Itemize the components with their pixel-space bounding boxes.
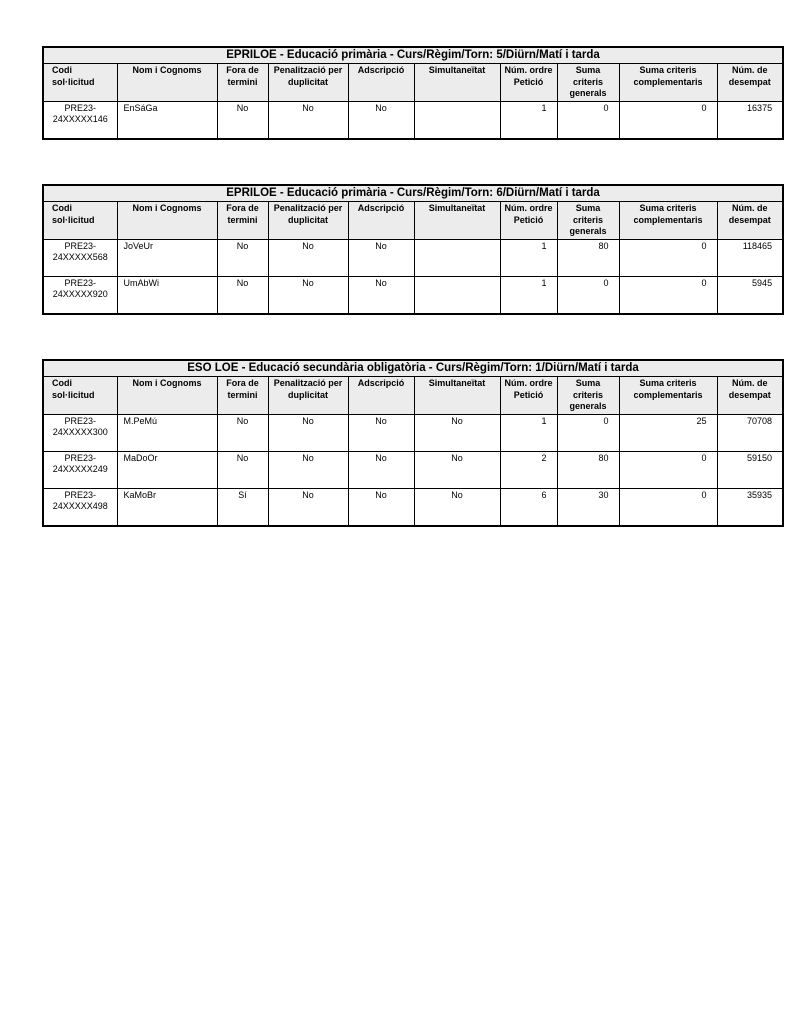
column-header-suma-comp: Suma criteris complementaris — [619, 202, 717, 240]
cell-comp: 0 — [619, 451, 717, 488]
cell-simul: No — [414, 414, 500, 451]
results-table — [42, 184, 784, 315]
cell-ordre: 6 — [500, 488, 557, 526]
section-3 — [42, 359, 782, 527]
column-header-fora: Fora de termini — [217, 64, 268, 102]
column-header-num-desempat: Núm. de desempat — [717, 64, 783, 102]
cell-desempat: 35935 — [717, 488, 783, 526]
cell-adscr: No — [348, 451, 414, 488]
cell-desempat: 16375 — [717, 101, 783, 139]
cell-ordre: 1 — [500, 276, 557, 314]
cell-desempat: 118465 — [717, 239, 783, 276]
cell-ordre: 1 — [500, 239, 557, 276]
cell-ordre: 1 — [500, 414, 557, 451]
cell-codi: PRE23-24XXXXX568 — [43, 239, 117, 276]
cell-simul — [414, 239, 500, 276]
cell-simul — [414, 276, 500, 314]
cell-fora: No — [217, 101, 268, 139]
column-header-num-desempat: Núm. de desempat — [717, 202, 783, 240]
column-header-adscr: Adscripció — [348, 64, 414, 102]
cell-penal: No — [268, 414, 348, 451]
cell-codi: PRE23-24XXXXX498 — [43, 488, 117, 526]
column-header-simul: Simultaneïtat — [414, 377, 500, 415]
table-row — [43, 101, 783, 139]
cell-nom: KaMoBr — [117, 488, 217, 526]
cell-desempat: 70708 — [717, 414, 783, 451]
column-header-codi: Codi sol·licitud — [43, 64, 117, 102]
cell-adscr: No — [348, 276, 414, 314]
results-table — [42, 359, 784, 527]
table-row — [43, 488, 783, 526]
column-header-codi: Codi sol·licitud — [43, 202, 117, 240]
cell-gen: 0 — [557, 101, 619, 139]
cell-nom: EnSáGa — [117, 101, 217, 139]
column-header-simul: Simultaneïtat — [414, 64, 500, 102]
cell-comp: 0 — [619, 101, 717, 139]
cell-penal: No — [268, 276, 348, 314]
cell-fora: No — [217, 276, 268, 314]
column-header-fora: Fora de termini — [217, 202, 268, 240]
cell-desempat: 59150 — [717, 451, 783, 488]
cell-simul: No — [414, 451, 500, 488]
cell-gen: 0 — [557, 276, 619, 314]
cell-adscr: No — [348, 101, 414, 139]
cell-simul — [414, 101, 500, 139]
column-header-simul: Simultaneïtat — [414, 202, 500, 240]
cell-nom: M.PeMú — [117, 414, 217, 451]
column-header-num-ordre: Núm. ordre Petició — [500, 64, 557, 102]
cell-adscr: No — [348, 488, 414, 526]
cell-comp: 0 — [619, 488, 717, 526]
cell-codi: PRE23-24XXXXX249 — [43, 451, 117, 488]
section-2 — [42, 184, 782, 315]
column-header-num-ordre: Núm. ordre Petició — [500, 202, 557, 240]
column-header-codi: Codi sol·licitud — [43, 377, 117, 415]
cell-fora: No — [217, 414, 268, 451]
results-table — [42, 46, 784, 140]
section-1 — [42, 46, 782, 140]
column-header-adscr: Adscripció — [348, 377, 414, 415]
cell-penal: No — [268, 101, 348, 139]
column-header-suma-comp: Suma criteris complementaris — [619, 64, 717, 102]
cell-penal: No — [268, 488, 348, 526]
cell-ordre: 1 — [500, 101, 557, 139]
section-title: EPRILOE - Educació primària - Curs/Règim/Torn: 6/Diürn/Matí i tarda — [43, 185, 783, 202]
table-row — [43, 414, 783, 451]
cell-comp: 0 — [619, 239, 717, 276]
cell-comp: 25 — [619, 414, 717, 451]
cell-comp: 0 — [619, 276, 717, 314]
column-header-nom: Nom i Cognoms — [117, 64, 217, 102]
column-header-num-desempat: Núm. de desempat — [717, 377, 783, 415]
column-header-nom: Nom i Cognoms — [117, 377, 217, 415]
column-header-suma-comp: Suma criteris complementaris — [619, 377, 717, 415]
table-row — [43, 239, 783, 276]
cell-nom: UmAbWi — [117, 276, 217, 314]
column-header-suma-gen: Suma criteris generals — [557, 377, 619, 415]
cell-gen: 80 — [557, 239, 619, 276]
cell-nom: JoVeUr — [117, 239, 217, 276]
cell-gen: 30 — [557, 488, 619, 526]
table-row — [43, 451, 783, 488]
column-header-suma-gen: Suma criteris generals — [557, 64, 619, 102]
cell-adscr: No — [348, 239, 414, 276]
cell-penal: No — [268, 451, 348, 488]
section-title: ESO LOE - Educació secundària obligatòria - Curs/Règim/Torn: 1/Diürn/Matí i tarda — [43, 360, 783, 377]
cell-desempat: 5945 — [717, 276, 783, 314]
cell-codi: PRE23-24XXXXX920 — [43, 276, 117, 314]
cell-fora: Sí — [217, 488, 268, 526]
column-header-penal: Penalització per duplicitat — [268, 202, 348, 240]
cell-fora: No — [217, 239, 268, 276]
cell-codi: PRE23-24XXXXX300 — [43, 414, 117, 451]
section-title: EPRILOE - Educació primària - Curs/Règim/Torn: 5/Diürn/Matí i tarda — [43, 47, 783, 64]
column-header-suma-gen: Suma criteris generals — [557, 202, 619, 240]
cell-ordre: 2 — [500, 451, 557, 488]
cell-simul: No — [414, 488, 500, 526]
cell-nom: MaDoOr — [117, 451, 217, 488]
table-row — [43, 276, 783, 314]
cell-gen: 80 — [557, 451, 619, 488]
column-header-nom: Nom i Cognoms — [117, 202, 217, 240]
column-header-penal: Penalització per duplicitat — [268, 64, 348, 102]
cell-fora: No — [217, 451, 268, 488]
column-header-adscr: Adscripció — [348, 202, 414, 240]
column-header-num-ordre: Núm. ordre Petició — [500, 377, 557, 415]
cell-adscr: No — [348, 414, 414, 451]
cell-penal: No — [268, 239, 348, 276]
column-header-fora: Fora de termini — [217, 377, 268, 415]
cell-gen: 0 — [557, 414, 619, 451]
column-header-penal: Penalització per duplicitat — [268, 377, 348, 415]
cell-codi: PRE23-24XXXXX146 — [43, 101, 117, 139]
